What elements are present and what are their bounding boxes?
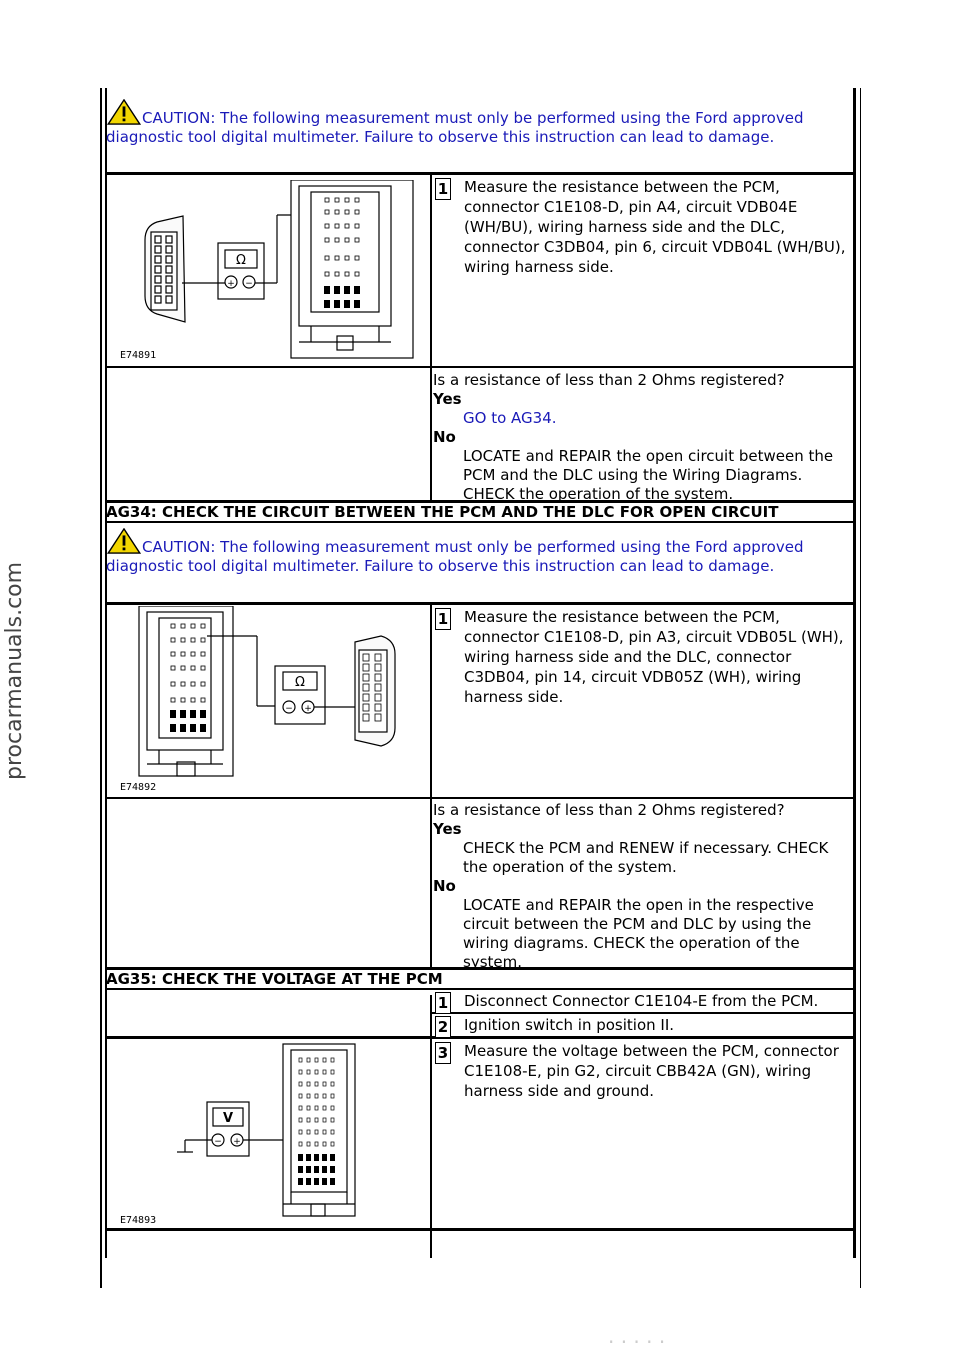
caution-text: The following measurement must only be performed using the Ford approved diagnostic tool digital multimeter. Failure to observe this instruction can lead to damage.	[106, 109, 804, 146]
frame-right-outer	[860, 88, 861, 1288]
svg-text:+: +	[304, 704, 312, 714]
yes-label: Yes	[433, 820, 462, 838]
svg-text:−: −	[245, 279, 253, 289]
caution-text: The following measurement must only be performed using the Ford approved diagnostic tool digital multimeter. Failure to observe this instruction can lead to damage.	[106, 538, 804, 575]
warning-icon	[106, 528, 142, 554]
frame-left-outer	[100, 88, 102, 1288]
row-line	[105, 1036, 855, 1039]
page-footer: · · · · ·	[608, 1330, 666, 1354]
section-heading-ag34: AG34: CHECK THE CIRCUIT BETWEEN THE PCM AND THE DLC FOR OPEN CIRCUIT	[106, 503, 779, 521]
figure-label: E74893	[120, 1215, 157, 1226]
figure-e74893	[115, 1040, 421, 1230]
svg-text:−: −	[285, 704, 293, 714]
yes-label: Yes	[433, 390, 462, 408]
no-text: LOCATE and REPAIR the open in the respective circuit between the PCM and DLC by using the wiring diagrams. CHECK the operation of the system.	[463, 896, 814, 971]
figure-e74891	[115, 180, 421, 368]
ohm-symbol: Ω	[295, 675, 305, 690]
step-number: 1	[435, 178, 451, 200]
warning-icon	[106, 99, 142, 125]
step-number: 2	[435, 1016, 451, 1038]
ohm-symbol: Ω	[236, 253, 246, 268]
row-line	[105, 988, 855, 990]
figure-e74892	[115, 606, 421, 798]
volt-symbol: V	[222, 1111, 234, 1126]
step-number: 3	[435, 1042, 451, 1064]
row-line	[432, 1012, 855, 1014]
figure-label: E74892	[120, 782, 157, 793]
step-number: 1	[435, 992, 451, 1014]
figure-label: E74891	[120, 350, 157, 361]
col-divider-3	[430, 995, 432, 1258]
svg-text:+: +	[233, 1137, 241, 1147]
row-line	[105, 602, 855, 605]
question-text: Is a resistance of less than 2 Ohms registered?	[433, 371, 785, 389]
col-divider-2	[430, 604, 432, 969]
step-text: Ignition switch in position II.	[464, 1016, 675, 1034]
no-label: No	[433, 877, 456, 895]
step-number: 1	[435, 608, 451, 630]
col-divider-1	[430, 174, 432, 502]
question-text: Is a resistance of less than 2 Ohms registered?	[433, 801, 785, 819]
watermark: procarmanuals.com	[2, 561, 27, 780]
frame-right-inner	[853, 88, 856, 1258]
row-line	[105, 521, 855, 523]
caution-block	[106, 528, 846, 576]
step-text: Measure the voltage between the PCM, connector C1E108-E, pin G2, circuit CBB42A (GN), wiring harness side and ground.	[464, 1042, 839, 1100]
no-text: LOCATE and REPAIR the open circuit between the PCM and the DLC using the Wiring Diagrams. CHECK the operation of the system.	[463, 447, 834, 503]
step-text: Measure the resistance between the PCM, connector C1E108-D, pin A4, circuit VDB04E (WH/BU), wiring harness side and the DLC, connector C3DB04, pin 6, circuit VDB04L (WH/BU), wiring harness side.	[464, 178, 846, 276]
question-block	[433, 801, 853, 972]
frame-left-inner	[105, 88, 107, 1258]
section-heading-ag35: AG35: CHECK THE VOLTAGE AT THE PCM	[106, 970, 443, 988]
svg-text:−: −	[214, 1137, 222, 1147]
caution-block	[106, 99, 846, 147]
caution-label: CAUTION:	[142, 109, 216, 127]
step-text: Disconnect Connector C1E104-E from the PCM.	[464, 992, 819, 1010]
step-text: Measure the resistance between the PCM, connector C1E108-D, pin A3, circuit VDB05L (WH), wiring harness side and the DLC, connector C3DB04, pin 14, circuit VDB05Z (WH), wiring harness side.	[464, 608, 844, 706]
question-block	[433, 371, 853, 504]
caution-label: CAUTION:	[142, 538, 216, 556]
yes-text: CHECK the PCM and RENEW if necessary. CHECK the operation of the system.	[463, 839, 829, 876]
row-line	[105, 172, 855, 175]
go-to-ag34-link[interactable]: GO to AG34.	[463, 409, 557, 427]
svg-text:+: +	[227, 279, 235, 289]
no-label: No	[433, 428, 456, 446]
